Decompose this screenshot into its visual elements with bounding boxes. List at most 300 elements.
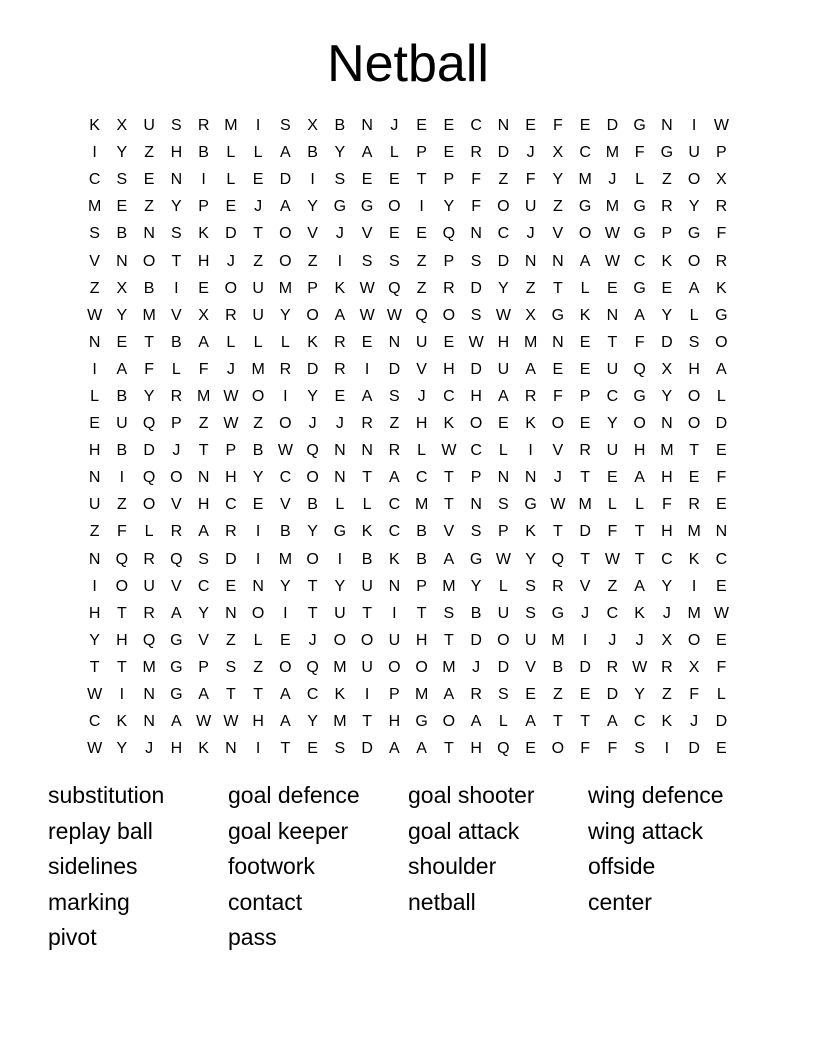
grid-letter[interactable]: C xyxy=(279,469,292,487)
grid-letter[interactable]: T xyxy=(552,713,563,731)
grid-letter[interactable]: R xyxy=(606,658,619,676)
grid-letter[interactable]: S xyxy=(470,523,482,541)
grid-letter[interactable]: E xyxy=(607,279,618,297)
grid-letter[interactable]: F xyxy=(716,469,727,487)
grid-letter[interactable]: S xyxy=(634,740,645,758)
grid-letter[interactable]: O xyxy=(497,631,510,649)
grid-letter[interactable]: W xyxy=(87,686,103,704)
grid-letter[interactable]: H xyxy=(470,387,482,405)
grid-letter[interactable]: A xyxy=(416,740,427,758)
grid-letter[interactable]: I xyxy=(92,360,97,378)
grid-letter[interactable]: X xyxy=(661,360,673,378)
grid-letter[interactable]: O xyxy=(279,415,292,433)
grid-letter[interactable]: S xyxy=(280,117,291,135)
grid-letter[interactable]: V xyxy=(307,225,318,243)
grid-letter[interactable]: F xyxy=(634,144,645,162)
grid-letter[interactable]: M xyxy=(142,306,156,324)
grid-letter[interactable]: R xyxy=(279,360,292,378)
grid-letter[interactable]: L xyxy=(226,333,236,351)
grid-letter[interactable]: Y xyxy=(525,550,536,568)
grid-letter[interactable]: O xyxy=(306,469,319,487)
grid-letter[interactable]: Y xyxy=(307,387,318,405)
grid-letter[interactable]: H xyxy=(388,713,401,731)
grid-letter[interactable]: J xyxy=(526,144,535,162)
grid-letter[interactable]: A xyxy=(389,740,400,758)
grid-letter[interactable]: A xyxy=(579,252,591,270)
grid-letter[interactable]: W xyxy=(713,117,729,135)
grid-letter[interactable]: S xyxy=(334,740,346,758)
grid-letter[interactable]: O xyxy=(442,306,456,324)
grid-letter[interactable]: L xyxy=(580,279,590,297)
grid-letter[interactable]: O xyxy=(551,740,565,758)
grid-letter[interactable]: N xyxy=(497,469,510,487)
grid-letter[interactable]: U xyxy=(361,577,373,595)
grid-letter[interactable]: B xyxy=(116,225,128,243)
grid-letter[interactable]: N xyxy=(225,604,237,622)
grid-letter[interactable]: K xyxy=(198,740,209,758)
grid-letter[interactable]: J xyxy=(254,198,263,216)
grid-letter[interactable]: M xyxy=(333,658,347,676)
grid-letter[interactable]: O xyxy=(415,658,428,676)
grid-letter[interactable]: G xyxy=(469,550,483,568)
grid-letter[interactable]: T xyxy=(198,442,209,460)
grid-letter[interactable]: T xyxy=(416,604,427,622)
grid-letter[interactable]: G xyxy=(524,496,537,514)
grid-letter[interactable]: E xyxy=(280,631,291,649)
grid-letter[interactable]: M xyxy=(605,198,620,216)
grid-letter[interactable]: N xyxy=(143,225,155,243)
grid-letter[interactable]: O xyxy=(715,333,728,351)
grid-letter[interactable]: H xyxy=(415,415,428,433)
grid-letter[interactable]: V xyxy=(361,225,373,243)
grid-letter[interactable]: E xyxy=(443,117,455,135)
grid-letter[interactable]: N xyxy=(143,686,155,704)
grid-letter[interactable]: E xyxy=(389,225,400,243)
grid-letter[interactable]: D xyxy=(225,550,237,568)
grid-letter[interactable]: C xyxy=(225,496,237,514)
grid-letter[interactable]: R xyxy=(334,333,346,351)
grid-letter[interactable]: I xyxy=(310,171,315,189)
grid-letter[interactable]: M xyxy=(142,658,156,676)
grid-letter[interactable]: N xyxy=(388,333,401,351)
grid-letter[interactable]: K xyxy=(688,550,700,568)
grid-letter[interactable]: L xyxy=(498,713,508,731)
grid-letter[interactable]: O xyxy=(551,415,565,433)
grid-letter[interactable]: Q xyxy=(306,658,319,676)
grid-letter[interactable]: J xyxy=(553,469,562,487)
grid-letter[interactable]: G xyxy=(360,198,374,216)
grid-letter[interactable]: D xyxy=(715,713,728,731)
grid-letter[interactable]: I xyxy=(119,686,125,704)
grid-letter[interactable]: G xyxy=(333,523,347,541)
grid-letter[interactable]: A xyxy=(688,279,700,297)
grid-letter[interactable]: A xyxy=(198,523,209,541)
grid-letter[interactable]: W xyxy=(441,442,457,460)
grid-letter[interactable]: D xyxy=(661,333,673,351)
grid-letter[interactable]: D xyxy=(715,415,728,433)
grid-letter[interactable]: L xyxy=(498,577,508,595)
grid-letter[interactable]: J xyxy=(226,252,235,270)
grid-letter[interactable]: O xyxy=(578,225,592,243)
grid-letter[interactable]: H xyxy=(633,442,646,460)
grid-letter[interactable]: J xyxy=(172,442,181,460)
grid-letter[interactable]: F xyxy=(607,740,618,758)
grid-letter[interactable]: G xyxy=(551,306,565,324)
grid-letter[interactable]: N xyxy=(470,225,482,243)
grid-letter[interactable]: U xyxy=(143,117,155,135)
grid-letter[interactable]: R xyxy=(661,198,673,216)
grid-letter[interactable]: K xyxy=(634,604,645,622)
grid-letter[interactable]: L xyxy=(253,631,263,649)
grid-letter[interactable]: S xyxy=(334,171,346,189)
grid-letter[interactable]: G xyxy=(633,387,646,405)
grid-letter[interactable]: U xyxy=(388,631,401,649)
grid-letter[interactable]: K xyxy=(334,686,346,704)
grid-letter[interactable]: L xyxy=(389,144,399,162)
grid-letter[interactable]: A xyxy=(607,713,618,731)
grid-letter[interactable]: E xyxy=(607,469,618,487)
grid-letter[interactable]: H xyxy=(197,496,210,514)
grid-letter[interactable]: I xyxy=(255,117,261,135)
grid-letter[interactable]: D xyxy=(306,360,319,378)
grid-letter[interactable]: G xyxy=(633,279,646,297)
grid-letter[interactable]: E xyxy=(225,198,237,216)
grid-letter[interactable]: T xyxy=(580,469,591,487)
grid-letter[interactable]: K xyxy=(89,117,100,135)
grid-letter[interactable]: W xyxy=(632,658,648,676)
grid-letter[interactable]: E xyxy=(416,225,427,243)
grid-letter[interactable]: O xyxy=(388,198,401,216)
grid-letter[interactable]: U xyxy=(361,658,373,676)
grid-letter[interactable]: E xyxy=(361,171,373,189)
grid-letter[interactable]: Y xyxy=(280,306,291,324)
grid-letter[interactable]: S xyxy=(498,686,509,704)
grid-letter[interactable]: D xyxy=(497,144,510,162)
grid-letter[interactable]: O xyxy=(687,631,701,649)
grid-letter[interactable]: X xyxy=(307,117,318,135)
grid-letter[interactable]: T xyxy=(253,686,264,704)
grid-letter[interactable]: Q xyxy=(142,415,156,433)
grid-letter[interactable]: E xyxy=(116,333,128,351)
grid-letter[interactable]: L xyxy=(253,144,263,162)
grid-letter[interactable]: A xyxy=(634,306,645,324)
grid-letter[interactable]: H xyxy=(225,469,237,487)
grid-letter[interactable]: M xyxy=(578,496,592,514)
grid-letter[interactable]: O xyxy=(279,252,292,270)
grid-letter[interactable]: Z xyxy=(389,415,400,433)
grid-letter[interactable]: B xyxy=(280,523,291,541)
grid-letter[interactable]: I xyxy=(174,279,179,297)
grid-letter[interactable]: X xyxy=(552,144,564,162)
grid-letter[interactable]: P xyxy=(307,279,318,297)
grid-letter[interactable]: P xyxy=(171,415,182,433)
grid-letter[interactable]: T xyxy=(253,225,264,243)
grid-letter[interactable]: C xyxy=(606,604,619,622)
grid-letter[interactable]: W xyxy=(468,333,484,351)
grid-letter[interactable]: Y xyxy=(116,306,128,324)
grid-letter[interactable]: C xyxy=(415,469,428,487)
grid-letter[interactable]: D xyxy=(470,360,482,378)
grid-letter[interactable]: T xyxy=(634,523,645,541)
grid-letter[interactable]: R xyxy=(579,442,591,460)
grid-letter[interactable]: K xyxy=(716,279,727,297)
grid-letter[interactable]: Q xyxy=(142,631,156,649)
grid-letter[interactable]: X xyxy=(116,279,128,297)
grid-letter[interactable]: L xyxy=(635,496,645,514)
grid-letter[interactable]: O xyxy=(687,387,701,405)
grid-letter[interactable]: A xyxy=(280,144,291,162)
grid-letter[interactable]: R xyxy=(225,523,237,541)
grid-letter[interactable]: A xyxy=(634,469,645,487)
grid-letter[interactable]: Y xyxy=(307,523,318,541)
grid-letter[interactable]: N xyxy=(170,171,183,189)
grid-letter[interactable]: S xyxy=(171,225,182,243)
grid-letter[interactable]: H xyxy=(170,144,183,162)
grid-letter[interactable]: L xyxy=(90,387,100,405)
grid-letter[interactable]: Z xyxy=(525,279,536,297)
grid-letter[interactable]: O xyxy=(251,604,265,622)
grid-letter[interactable]: R xyxy=(361,415,373,433)
grid-letter[interactable]: C xyxy=(443,387,455,405)
grid-letter[interactable]: F xyxy=(471,171,482,189)
grid-letter[interactable]: U xyxy=(334,604,346,622)
grid-letter[interactable]: S xyxy=(225,658,237,676)
grid-letter[interactable]: L xyxy=(635,171,645,189)
grid-letter[interactable]: M xyxy=(551,631,565,649)
grid-letter[interactable]: O xyxy=(279,225,292,243)
grid-letter[interactable]: I xyxy=(255,523,261,541)
grid-letter[interactable]: E xyxy=(716,442,727,460)
grid-letter[interactable]: T xyxy=(552,523,563,541)
grid-letter[interactable]: A xyxy=(116,360,128,378)
grid-letter[interactable]: V xyxy=(579,577,591,595)
grid-letter[interactable]: E xyxy=(716,577,727,595)
grid-letter[interactable]: A xyxy=(525,360,536,378)
grid-letter[interactable]: B xyxy=(307,144,318,162)
grid-letter[interactable]: E xyxy=(579,415,591,433)
grid-letter[interactable]: A xyxy=(280,686,291,704)
grid-letter[interactable]: I xyxy=(691,117,697,135)
grid-letter[interactable]: I xyxy=(337,252,343,270)
grid-letter[interactable]: P xyxy=(198,198,209,216)
grid-letter[interactable]: H xyxy=(661,469,673,487)
grid-letter[interactable]: R xyxy=(143,550,155,568)
grid-letter[interactable]: V xyxy=(171,306,182,324)
grid-letter[interactable]: H xyxy=(252,713,264,731)
grid-letter[interactable]: O xyxy=(142,496,156,514)
grid-letter[interactable]: K xyxy=(361,523,373,541)
grid-letter[interactable]: N xyxy=(552,333,564,351)
grid-letter[interactable]: F xyxy=(716,225,727,243)
grid-letter[interactable]: J xyxy=(226,360,235,378)
grid-letter[interactable]: H xyxy=(170,740,183,758)
grid-letter[interactable]: O xyxy=(170,469,183,487)
grid-letter[interactable]: U xyxy=(252,279,264,297)
grid-letter[interactable]: T xyxy=(89,658,100,676)
grid-letter[interactable]: H xyxy=(88,442,101,460)
grid-letter[interactable]: Y xyxy=(552,171,564,189)
grid-letter[interactable]: J xyxy=(308,631,317,649)
grid-letter[interactable]: M xyxy=(196,387,211,405)
grid-letter[interactable]: W xyxy=(223,387,239,405)
grid-letter[interactable]: Y xyxy=(688,198,700,216)
grid-letter[interactable]: F xyxy=(525,171,536,189)
grid-letter[interactable]: D xyxy=(470,279,482,297)
grid-letter[interactable]: O xyxy=(687,171,701,189)
grid-letter[interactable]: Q xyxy=(633,360,646,378)
grid-letter[interactable]: C xyxy=(197,577,210,595)
grid-letter[interactable]: Y xyxy=(334,577,346,595)
grid-letter[interactable]: O xyxy=(251,387,265,405)
grid-letter[interactable]: H xyxy=(688,360,700,378)
grid-letter[interactable]: U xyxy=(116,415,128,433)
grid-letter[interactable]: Z xyxy=(416,252,427,270)
grid-letter[interactable]: F xyxy=(116,523,127,541)
grid-letter[interactable]: Z xyxy=(307,252,318,270)
grid-letter[interactable]: F xyxy=(661,496,672,514)
grid-letter[interactable]: T xyxy=(634,550,645,568)
grid-letter[interactable]: M xyxy=(442,658,456,676)
grid-letter[interactable]: G xyxy=(687,225,701,243)
grid-letter[interactable]: N xyxy=(334,442,346,460)
grid-letter[interactable]: P xyxy=(470,469,482,487)
grid-letter[interactable]: B xyxy=(552,658,564,676)
grid-letter[interactable]: O xyxy=(469,415,483,433)
grid-letter[interactable]: O xyxy=(497,198,510,216)
grid-letter[interactable]: U xyxy=(606,360,619,378)
grid-letter[interactable]: I xyxy=(255,740,261,758)
grid-letter[interactable]: I xyxy=(283,604,288,622)
grid-letter[interactable]: T xyxy=(443,496,454,514)
grid-letter[interactable]: L xyxy=(607,496,617,514)
grid-letter[interactable]: B xyxy=(143,279,155,297)
grid-letter[interactable]: C xyxy=(497,225,510,243)
grid-letter[interactable]: G xyxy=(633,198,646,216)
grid-letter[interactable]: V xyxy=(171,496,182,514)
grid-letter[interactable]: Q xyxy=(415,306,428,324)
grid-letter[interactable]: L xyxy=(417,442,427,460)
grid-letter[interactable]: V xyxy=(443,523,455,541)
grid-letter[interactable]: H xyxy=(116,631,128,649)
grid-letter[interactable]: P xyxy=(716,144,727,162)
grid-letter[interactable]: R xyxy=(388,442,401,460)
grid-letter[interactable]: M xyxy=(687,604,701,622)
grid-letter[interactable]: Y xyxy=(252,469,264,487)
grid-letter[interactable]: E xyxy=(579,117,591,135)
grid-letter[interactable]: C xyxy=(470,117,482,135)
grid-letter[interactable]: K xyxy=(307,333,318,351)
grid-letter[interactable]: M xyxy=(414,496,429,514)
grid-letter[interactable]: P xyxy=(416,577,427,595)
grid-letter[interactable]: R xyxy=(715,252,728,270)
grid-letter[interactable]: X xyxy=(525,306,536,324)
grid-letter[interactable]: Z xyxy=(661,686,672,704)
grid-letter[interactable]: T xyxy=(689,442,700,460)
grid-letter[interactable]: M xyxy=(687,523,701,541)
grid-letter[interactable]: E xyxy=(116,198,128,216)
grid-letter[interactable]: J xyxy=(335,415,344,433)
grid-letter[interactable]: S xyxy=(89,225,100,243)
grid-letter[interactable]: J xyxy=(335,225,344,243)
grid-letter[interactable]: R xyxy=(143,604,155,622)
grid-letter[interactable]: T xyxy=(580,550,591,568)
grid-letter[interactable]: I xyxy=(419,198,424,216)
grid-letter[interactable]: D xyxy=(470,631,482,649)
grid-letter[interactable]: N xyxy=(197,469,210,487)
grid-letter[interactable]: N xyxy=(225,740,237,758)
grid-letter[interactable]: E xyxy=(661,279,673,297)
grid-letter[interactable]: S xyxy=(171,117,182,135)
grid-letter[interactable]: N xyxy=(361,117,373,135)
grid-letter[interactable]: F xyxy=(607,523,618,541)
grid-letter[interactable]: F xyxy=(471,198,482,216)
grid-letter[interactable]: P xyxy=(225,442,237,460)
grid-letter[interactable]: L xyxy=(716,686,726,704)
grid-letter[interactable]: R xyxy=(715,198,728,216)
grid-letter[interactable]: A xyxy=(443,686,455,704)
grid-letter[interactable]: C xyxy=(579,144,591,162)
grid-letter[interactable]: R xyxy=(443,279,455,297)
grid-letter[interactable]: H xyxy=(197,252,210,270)
grid-letter[interactable]: I xyxy=(528,442,533,460)
grid-letter[interactable]: I xyxy=(582,631,588,649)
grid-letter[interactable]: Y xyxy=(634,686,645,704)
grid-letter[interactable]: P xyxy=(498,523,509,541)
grid-letter[interactable]: V xyxy=(525,658,536,676)
grid-letter[interactable]: I xyxy=(201,171,206,189)
grid-letter[interactable]: F xyxy=(689,686,700,704)
grid-letter[interactable]: B xyxy=(416,550,427,568)
grid-letter[interactable]: R xyxy=(334,360,346,378)
grid-letter[interactable]: A xyxy=(634,577,645,595)
grid-letter[interactable]: I xyxy=(92,577,97,595)
grid-letter[interactable]: I xyxy=(392,604,397,622)
grid-letter[interactable]: W xyxy=(223,415,239,433)
grid-letter[interactable]: J xyxy=(472,658,481,676)
grid-letter[interactable]: L xyxy=(253,333,263,351)
grid-letter[interactable]: E xyxy=(198,279,209,297)
grid-letter[interactable]: P xyxy=(443,252,455,270)
grid-letter[interactable]: F xyxy=(552,117,563,135)
grid-letter[interactable]: C xyxy=(306,686,319,704)
grid-letter[interactable]: R xyxy=(170,387,183,405)
grid-letter[interactable]: D xyxy=(279,171,292,189)
grid-letter[interactable]: S xyxy=(688,333,700,351)
grid-letter[interactable]: G xyxy=(633,117,646,135)
grid-letter[interactable]: W xyxy=(495,550,511,568)
grid-letter[interactable]: R xyxy=(524,387,537,405)
grid-letter[interactable]: A xyxy=(443,550,455,568)
grid-letter[interactable]: Z xyxy=(89,279,100,297)
grid-letter[interactable]: Y xyxy=(307,713,318,731)
grid-letter[interactable]: Q xyxy=(497,740,510,758)
grid-letter[interactable]: R xyxy=(688,496,700,514)
grid-letter[interactable]: T xyxy=(443,631,454,649)
grid-letter[interactable]: R xyxy=(470,686,482,704)
grid-letter[interactable]: A xyxy=(525,713,536,731)
grid-letter[interactable]: F xyxy=(144,360,155,378)
grid-letter[interactable]: S xyxy=(525,577,536,595)
grid-letter[interactable]: M xyxy=(523,333,538,351)
grid-letter[interactable]: F xyxy=(716,658,727,676)
grid-letter[interactable]: U xyxy=(524,198,537,216)
grid-letter[interactable]: V xyxy=(171,577,182,595)
grid-letter[interactable]: W xyxy=(359,306,375,324)
grid-letter[interactable]: T xyxy=(362,713,373,731)
grid-letter[interactable]: E xyxy=(552,360,564,378)
grid-letter[interactable]: T xyxy=(362,604,373,622)
grid-letter[interactable]: L xyxy=(226,171,236,189)
